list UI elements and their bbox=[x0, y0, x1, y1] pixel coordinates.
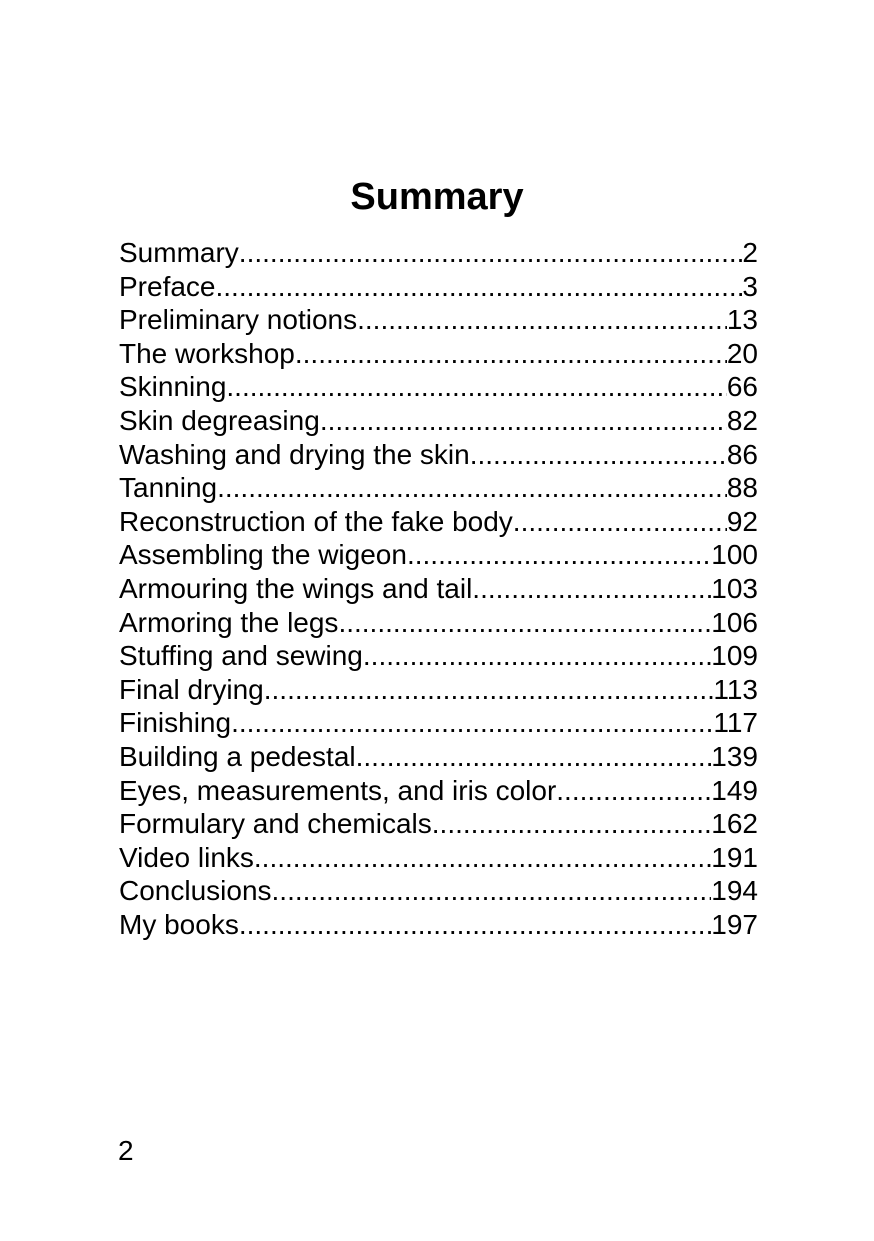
toc-entry bbox=[119, 841, 758, 875]
toc-entry-label: Assembling the wigeon bbox=[119, 539, 407, 571]
toc-entry-label: The workshop bbox=[119, 337, 295, 369]
toc-entry-label: Video links bbox=[119, 841, 254, 873]
dot-leader bbox=[357, 303, 727, 337]
toc-entry-label: Preliminary notions bbox=[119, 304, 358, 336]
toc-entry bbox=[119, 606, 758, 640]
toc-entry-page-number: 82 bbox=[726, 404, 758, 436]
toc-entry-page-number: 109 bbox=[711, 640, 758, 672]
table-of-contents bbox=[119, 236, 758, 941]
toc-entry bbox=[119, 303, 758, 337]
toc-entry-page-number: 100 bbox=[711, 539, 758, 571]
toc-entry bbox=[119, 337, 758, 371]
toc-entry-label: Final drying bbox=[119, 673, 264, 705]
toc-entry bbox=[119, 505, 758, 539]
toc-entry-page-number: 149 bbox=[711, 774, 758, 806]
dot-leader bbox=[363, 639, 711, 673]
dot-leader bbox=[556, 774, 711, 808]
toc-entry bbox=[119, 706, 758, 740]
toc-entry bbox=[119, 538, 758, 572]
toc-entry-page-number: 162 bbox=[711, 808, 758, 840]
page-number: 2 bbox=[118, 1135, 134, 1166]
toc-entry-page-number: 103 bbox=[711, 572, 758, 604]
dot-leader bbox=[217, 471, 727, 505]
toc-entry-label: Armouring the wings and tail bbox=[119, 572, 473, 604]
toc-entry-page-number: 191 bbox=[711, 841, 758, 873]
toc-entry-label: Eyes, measurements, and iris color bbox=[119, 774, 557, 806]
toc-entry bbox=[119, 874, 758, 908]
toc-entry-label: Preface bbox=[119, 270, 216, 302]
dot-leader bbox=[254, 841, 711, 875]
toc-entry bbox=[119, 404, 758, 438]
toc-entry-page-number: 88 bbox=[726, 472, 758, 504]
toc-entry-label: Conclusions bbox=[119, 875, 272, 907]
toc-entry-page-number: 194 bbox=[711, 875, 758, 907]
toc-entry bbox=[119, 908, 758, 942]
toc-entry-page-number: 113 bbox=[713, 673, 758, 705]
toc-entry bbox=[119, 572, 758, 606]
dot-leader bbox=[272, 874, 712, 908]
toc-entry bbox=[119, 270, 758, 304]
toc-entry-label: Skinning bbox=[119, 371, 227, 403]
dot-leader bbox=[470, 438, 727, 472]
toc-entry-label: Reconstruction of the fake body bbox=[119, 505, 513, 537]
dot-leader bbox=[226, 370, 726, 404]
toc-entry-page-number: 2 bbox=[742, 237, 758, 268]
toc-entry-page-number: 197 bbox=[711, 908, 758, 940]
dot-leader bbox=[239, 908, 711, 942]
toc-entry-label: Armoring the legs bbox=[119, 606, 339, 638]
toc-entry bbox=[119, 471, 758, 505]
dot-leader bbox=[513, 505, 727, 539]
toc-entry-page-number: 66 bbox=[726, 371, 758, 403]
toc-entry-label: Finishing bbox=[119, 707, 232, 739]
dot-leader bbox=[264, 673, 714, 707]
dot-leader bbox=[216, 270, 743, 304]
dot-leader bbox=[231, 706, 713, 740]
toc-entry bbox=[119, 370, 758, 404]
toc-entry-label: Summary bbox=[119, 237, 239, 268]
dot-leader bbox=[407, 538, 711, 572]
toc-entry bbox=[119, 740, 758, 774]
toc-entry-label: Building a pedestal bbox=[119, 740, 356, 772]
dot-leader bbox=[239, 236, 743, 270]
toc-entry bbox=[119, 807, 758, 841]
toc-entry-page-number: 13 bbox=[726, 304, 758, 336]
toc-entry-label: Skin degreasing bbox=[119, 404, 320, 436]
toc-entry-label: Tanning bbox=[119, 472, 218, 504]
dot-leader bbox=[320, 404, 727, 438]
dot-leader bbox=[338, 606, 711, 640]
toc-entry-label: My books bbox=[119, 908, 239, 940]
toc-entry bbox=[119, 774, 758, 808]
dot-leader bbox=[356, 740, 712, 774]
toc-entry-label: Washing and drying the skin bbox=[119, 438, 470, 470]
toc-entry-label: Stuffing and sewing bbox=[119, 640, 363, 672]
dot-leader bbox=[472, 572, 711, 606]
toc-entry bbox=[119, 236, 758, 270]
toc-entry-page-number: 92 bbox=[726, 505, 758, 537]
dot-leader bbox=[295, 337, 727, 371]
toc-entry-page-number: 86 bbox=[726, 438, 758, 470]
toc-entry-page-number: 106 bbox=[711, 606, 758, 638]
toc-entry-label: Formulary and chemicals bbox=[119, 808, 432, 840]
page-title: Summary bbox=[350, 176, 524, 218]
toc-entry-page-number: 117 bbox=[713, 707, 758, 739]
toc-entry-page-number: 3 bbox=[742, 270, 758, 302]
toc-entry bbox=[119, 438, 758, 472]
toc-entry bbox=[119, 673, 758, 707]
toc-entry bbox=[119, 639, 758, 673]
toc-entry-page-number: 139 bbox=[711, 740, 758, 772]
toc-entry-page-number: 20 bbox=[726, 337, 758, 369]
dot-leader bbox=[432, 807, 712, 841]
